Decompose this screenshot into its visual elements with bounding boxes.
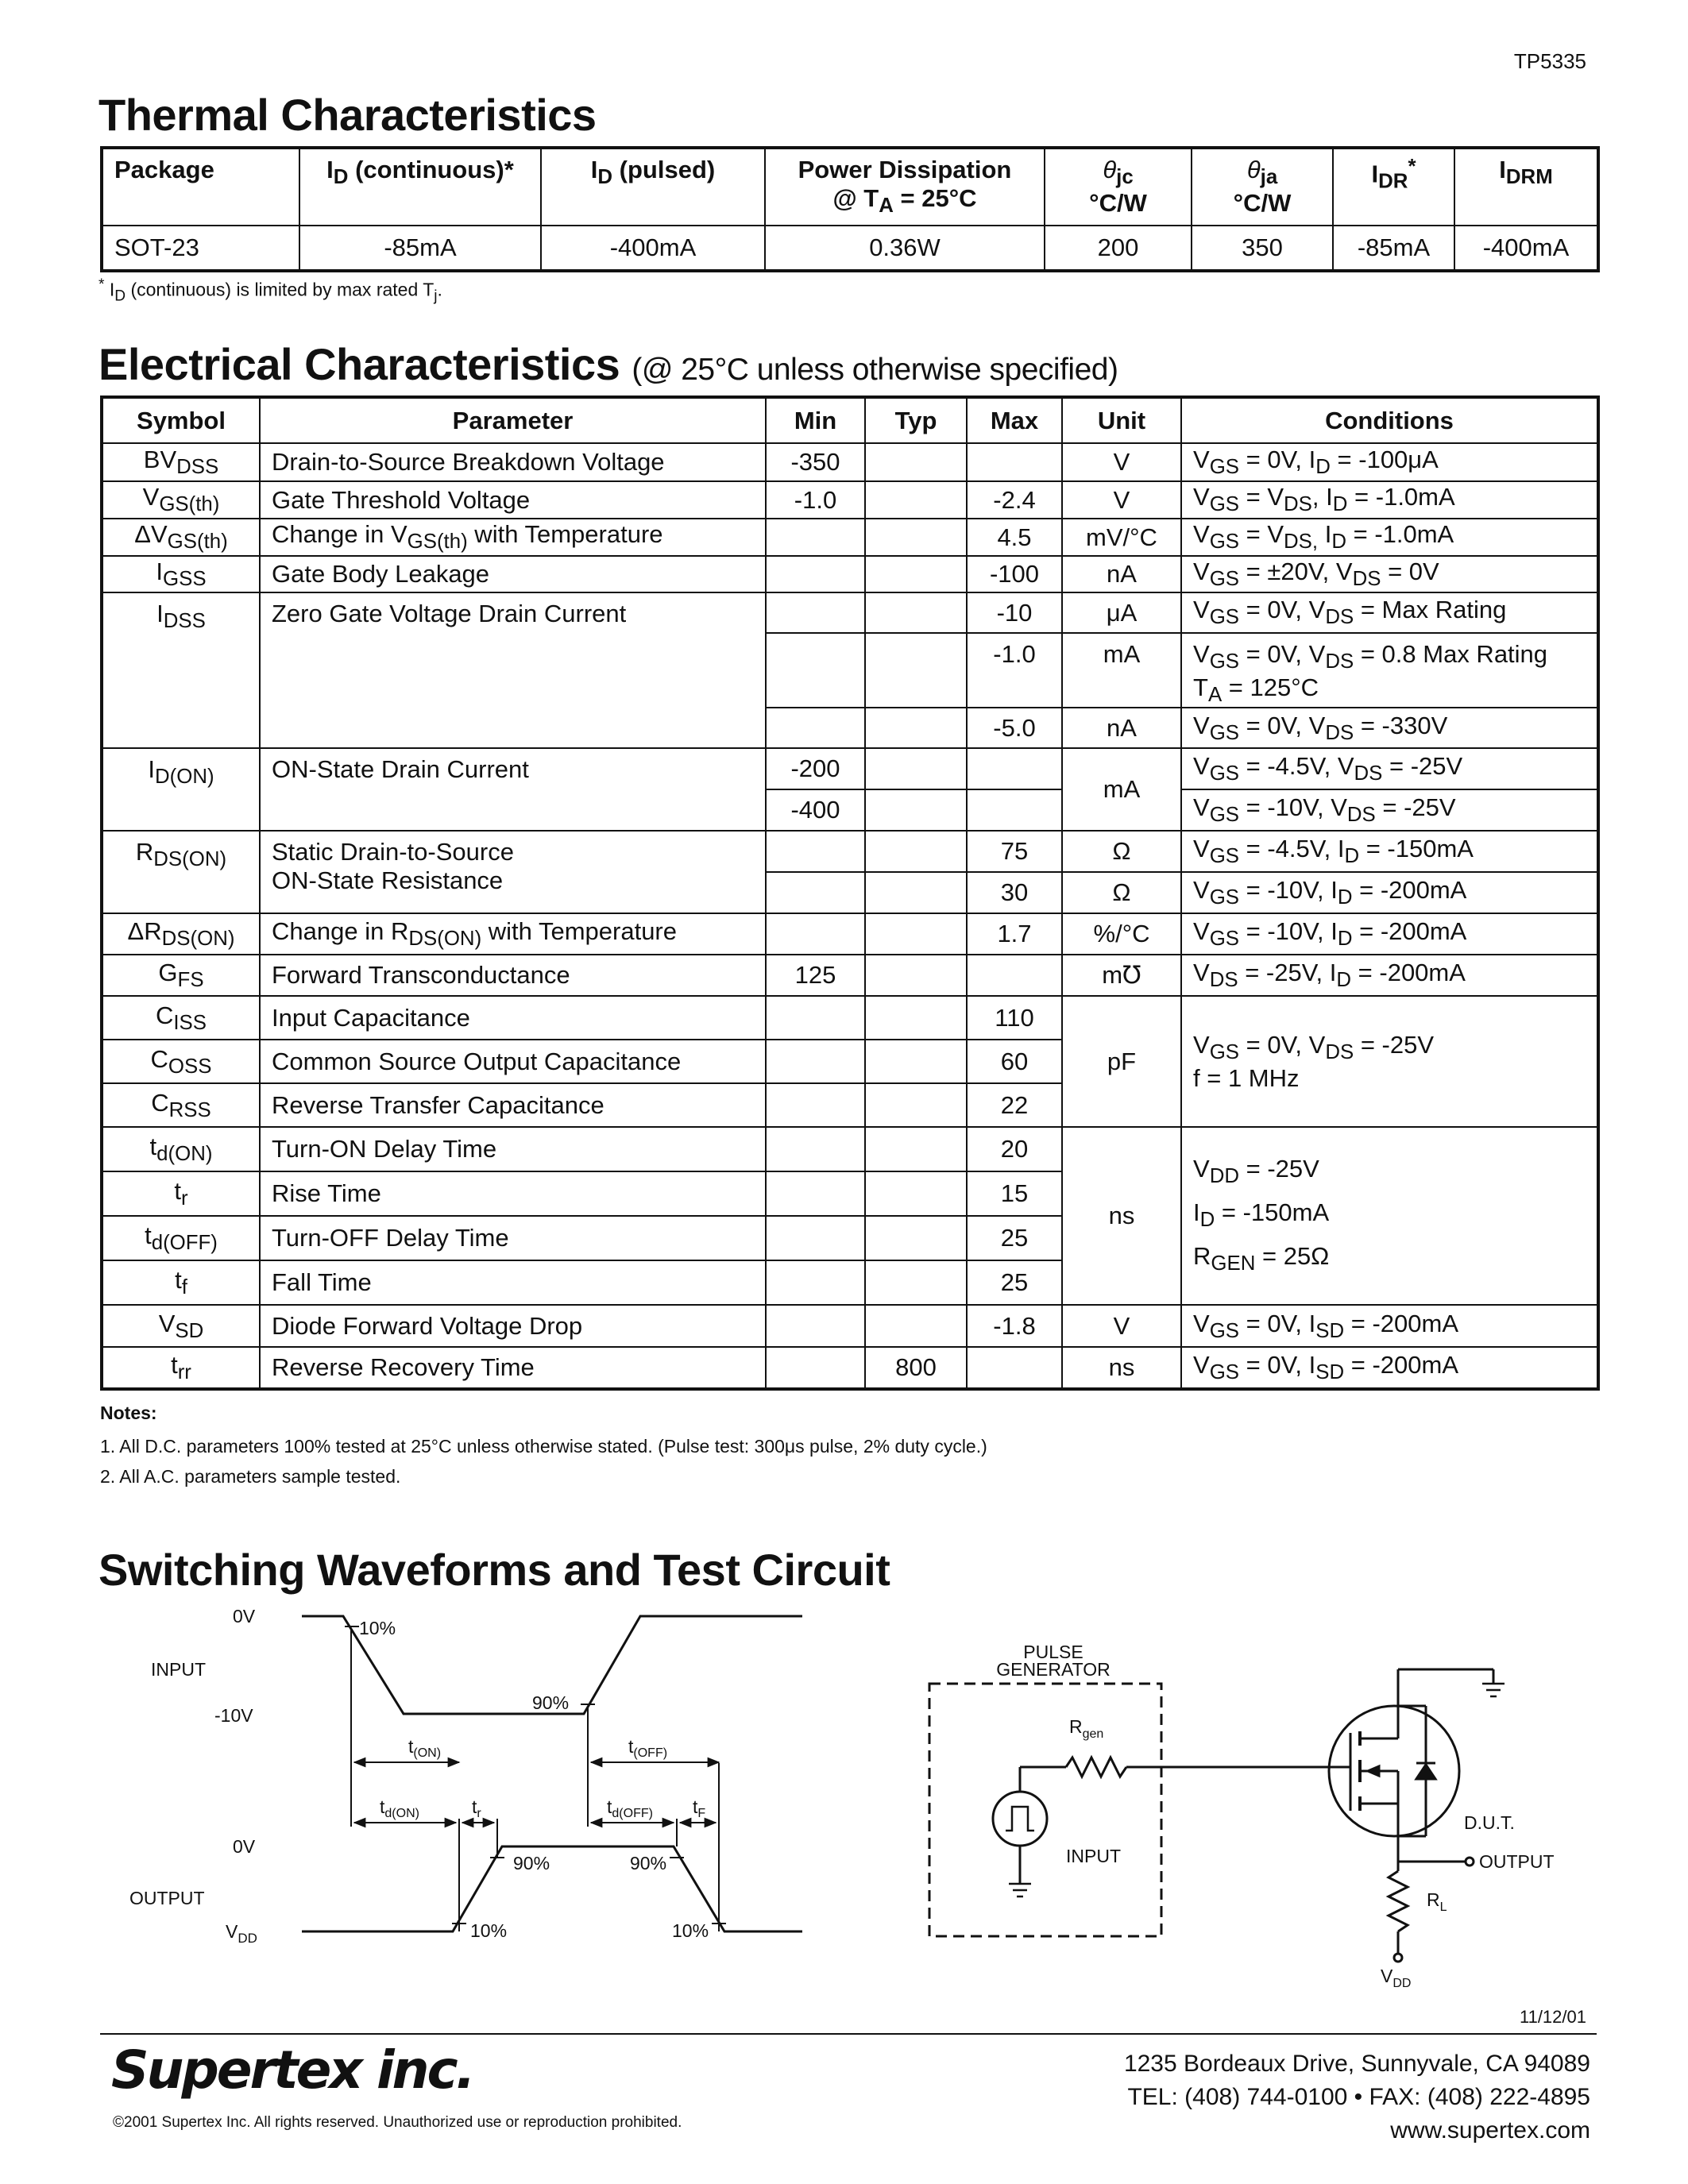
- electrical-table: [100, 396, 1600, 1391]
- unit: Ω: [1062, 831, 1181, 872]
- rgen-resistor: [1066, 1758, 1126, 1777]
- parameter: Reverse Transfer Capacitance: [260, 1083, 766, 1127]
- ground-symbol-gen: [1009, 1884, 1031, 1897]
- conditions: $V_{GS} = -10V$, $V_{DS} = -25V$: [1181, 789, 1598, 831]
- parameter: Static Drain-to-Source ON-State Resistance: [260, 831, 766, 913]
- thermal-col-theta-jc: $\theta_{jc}$ °C/W: [1045, 148, 1192, 226]
- footer-address: 1235 Bordeaux Drive, Sunnyvale, CA 94089: [1123, 2051, 1590, 2077]
- footer-website[interactable]: www.supertex.com: [1390, 2117, 1590, 2143]
- min: -1.0: [766, 481, 865, 519]
- parameter: ON-State Drain Current: [260, 748, 766, 831]
- note-2: 2. All A.C. parameters sample tested.: [100, 1466, 401, 1487]
- parameter: Zero Gate Voltage Drain Current: [260, 592, 766, 748]
- thermal-col-theta-ja: $\theta_{ja}$ °C/W: [1192, 148, 1333, 226]
- electrical-header-row: [102, 397, 1598, 443]
- col-max: Max: [967, 397, 1062, 443]
- col-unit: Unit: [1062, 397, 1181, 443]
- unit: V: [1062, 1305, 1181, 1347]
- copyright: ©2001 Supertex Inc. All rights reserved. Unauthorized use or reproduction prohibited.: [113, 2114, 682, 2131]
- symbol: $\Delta V_{GS(th)}$: [102, 519, 260, 556]
- symbol: $V_{SD}$: [102, 1305, 260, 1347]
- parameter: Rise Time: [260, 1171, 766, 1216]
- max: 75: [967, 831, 1062, 872]
- unit: pF: [1062, 996, 1181, 1127]
- footer-divider: [100, 2033, 1597, 2035]
- min: 125: [766, 955, 865, 996]
- thermal-footnote: * $I_D$ (continuous) is limited by max rated $T_j$.: [98, 276, 442, 305]
- thermal-cell: 200: [1045, 226, 1192, 271]
- unit: Ω: [1062, 872, 1181, 913]
- symbol: $C_{ISS}$: [102, 996, 260, 1040]
- wf-t-on: $t_{(ON)}$: [408, 1736, 442, 1760]
- parameter: Common Source Output Capacitance: [260, 1040, 766, 1083]
- wf-90pct-out-b: 90%: [630, 1853, 667, 1873]
- thermal-title: Thermal Characteristics: [98, 90, 597, 140]
- table-row: [102, 519, 1598, 556]
- unit: m℧: [1062, 955, 1181, 996]
- unit: V: [1062, 443, 1181, 481]
- conditions: $V_{GS} = 0V$, $V_{DS}$ = Max Rating: [1181, 592, 1598, 633]
- min: -350: [766, 443, 865, 481]
- parameter: Reverse Recovery Time: [260, 1347, 766, 1389]
- symbol: $t_{rr}$: [102, 1347, 260, 1389]
- conditions: $V_{GS} = 0V$, $V_{DS} = 0.8$ Max Rating $T_A = 125^\circ C$: [1181, 633, 1598, 708]
- pulse-source: [993, 1792, 1047, 1846]
- symbol: $t_r$: [102, 1171, 260, 1216]
- parameter: Turn-ON Delay Time: [260, 1127, 766, 1171]
- col-symbol: Symbol: [102, 397, 260, 443]
- note-1: 1. All D.C. parameters 100% tested at 25°C unless otherwise stated. (Pulse test: 300μs pulse, 2% duty cycle.): [100, 1436, 987, 1457]
- table-row: [102, 1347, 1598, 1389]
- thermal-cell: -400mA: [1454, 226, 1598, 271]
- conditions: $V_{GS} = V_{DS}$, $I_D = -1.0mA$: [1181, 481, 1598, 519]
- typ: 800: [865, 1347, 967, 1389]
- symbol: $\Delta R_{DS(ON)}$: [102, 913, 260, 955]
- wf-t-off: $t_{(OFF)}$: [628, 1736, 668, 1760]
- col-conditions: Conditions: [1181, 397, 1598, 443]
- symbol: $R_{DS(ON)}$: [102, 831, 260, 913]
- thermal-col-power: Power Dissipation @ $T_A = 25^\circ C$: [765, 148, 1045, 226]
- col-min: Min: [766, 397, 865, 443]
- symbol: $C_{OSS}$: [102, 1040, 260, 1083]
- parameter: Change in $V_{GS(th)}$ with Temperature: [260, 519, 766, 556]
- thermal-table: [100, 146, 1600, 272]
- thermal-data-row: [102, 226, 1598, 271]
- thermal-cell: -400mA: [541, 226, 765, 271]
- thermal-cell: 0.36W: [765, 226, 1045, 271]
- thermal-col-id-pulsed: $I_D$ (pulsed): [541, 148, 765, 226]
- max: 25: [967, 1260, 1062, 1305]
- output-label: OUTPUT: [1479, 1851, 1555, 1872]
- conditions: $V_{DS} = -25V$, $I_D = -200mA$: [1181, 955, 1598, 996]
- rl-resistor: [1389, 1871, 1408, 1931]
- table-row: [102, 1127, 1598, 1171]
- parameter: Diode Forward Voltage Drop: [260, 1305, 766, 1347]
- max: 60: [967, 1040, 1062, 1083]
- min: -200: [766, 748, 865, 789]
- table-row: [102, 592, 1598, 633]
- unit: μA: [1062, 592, 1181, 633]
- conditions: $V_{DD} = -25V$ $I_D = -150mA$ $R_{GEN} = 25\Omega$: [1181, 1127, 1598, 1305]
- parameter: Drain-to-Source Breakdown Voltage: [260, 443, 766, 481]
- output-node: [1466, 1858, 1474, 1866]
- table-row: [102, 955, 1598, 996]
- wf-m10v: -10V: [214, 1705, 253, 1726]
- ground-symbol-top: [1482, 1684, 1505, 1696]
- unit: V: [1062, 481, 1181, 519]
- wf-0v-output: 0V: [233, 1836, 256, 1857]
- conditions: $V_{GS} = 0V$, $I_D = -100\mu A$: [1181, 443, 1598, 481]
- max: -5.0: [967, 708, 1062, 748]
- wf-10pct-out-b: 10%: [672, 1920, 709, 1941]
- thermal-header-row: [102, 148, 1598, 226]
- switching-title: Switching Waveforms and Test Circuit: [98, 1545, 890, 1595]
- max: 1.7: [967, 913, 1062, 955]
- max: 22: [967, 1083, 1062, 1127]
- parameter: Change in $R_{DS(ON)}$ with Temperature: [260, 913, 766, 955]
- col-typ: Typ: [865, 397, 967, 443]
- max: 30: [967, 872, 1062, 913]
- table-row: [102, 913, 1598, 955]
- thermal-col-idr: $I_{DR}^*$: [1333, 148, 1454, 226]
- max: -100: [967, 556, 1062, 592]
- conditions: $V_{GS} = 0V$, $I_{SD} = -200mA$: [1181, 1347, 1598, 1389]
- symbol: $V_{GS(th)}$: [102, 481, 260, 519]
- footer-date: 11/12/01: [1519, 2007, 1586, 2027]
- wf-tf: $t_F$: [693, 1796, 706, 1820]
- level-ticks: [345, 1626, 726, 1924]
- unit: nA: [1062, 708, 1181, 748]
- col-parameter: Parameter: [260, 397, 766, 443]
- vdd-circuit-label: $V_{DD}$: [1381, 1966, 1412, 1990]
- max: 15: [967, 1171, 1062, 1216]
- rgen-label: $R_{gen}$: [1069, 1716, 1104, 1741]
- pulse-glyph: [1006, 1807, 1034, 1831]
- pulse-label-2: GENERATOR: [996, 1659, 1111, 1680]
- body-diode: [1416, 1765, 1435, 1779]
- conditions: $V_{GS} = V_{DS,}$ $I_D = -1.0mA$: [1181, 519, 1598, 556]
- parameter: Fall Time: [260, 1260, 766, 1305]
- thermal-col-id-cont: $I_D$ (continuous)*: [299, 148, 541, 226]
- conditions: $V_{GS} = 0V$, $V_{DS} = -330V$: [1181, 708, 1598, 748]
- max: -1.8: [967, 1305, 1062, 1347]
- conditions: $V_{GS} = 0V$, $I_{SD} = -200mA$: [1181, 1305, 1598, 1347]
- max: -2.4: [967, 481, 1062, 519]
- conditions: $V_{GS} = 0V$, $V_{DS} = -25V$ f = 1 MHz: [1181, 996, 1598, 1127]
- conditions: $V_{GS} = -4.5V$, $V_{DS} = -25V$: [1181, 748, 1598, 789]
- unit: nA: [1062, 556, 1181, 592]
- wf-10pct-out-a: 10%: [470, 1920, 508, 1941]
- electrical-title: Electrical Characteristics (@ 25°C unless otherwise specified): [98, 339, 1118, 389]
- waveform-diagram: [302, 1616, 802, 1931]
- thermal-cell: SOT-23: [102, 226, 299, 271]
- thermal-cell: -85mA: [1333, 226, 1454, 271]
- parameter: Turn-OFF Delay Time: [260, 1216, 766, 1260]
- conditions: $V_{GS} = -10V$, $I_D = -200mA$: [1181, 872, 1598, 913]
- thermal-cell: 350: [1192, 226, 1333, 271]
- wf-input-label: INPUT: [151, 1659, 206, 1680]
- max: 20: [967, 1127, 1062, 1171]
- wf-tr: $t_r$: [472, 1796, 481, 1820]
- parameter: Gate Body Leakage: [260, 556, 766, 592]
- parameter: Input Capacitance: [260, 996, 766, 1040]
- symbol: $I_{D(ON)}$: [102, 748, 260, 831]
- table-row: [102, 556, 1598, 592]
- thermal-cell: -85mA: [299, 226, 541, 271]
- symbol: $t_{d(OFF)}$: [102, 1216, 260, 1260]
- conditions: $V_{GS} = \pm 20V$, $V_{DS} = 0V$: [1181, 556, 1598, 592]
- unit: mA: [1062, 748, 1181, 831]
- symbol: $BV_{DSS}$: [102, 443, 260, 481]
- switching-figure: [0, 1588, 1688, 1993]
- table-row: [102, 996, 1598, 1040]
- vdd-node: [1394, 1954, 1402, 1962]
- conditions: $V_{GS} = -10V$, $I_D = -200mA$: [1181, 913, 1598, 955]
- table-row: [102, 1305, 1598, 1347]
- table-row: [102, 443, 1598, 481]
- wf-td-on: $t_{d(ON)}$: [380, 1796, 419, 1820]
- pulse-label-1: PULSE: [1023, 1642, 1083, 1662]
- wf-0v-input: 0V: [233, 1606, 256, 1626]
- max: -1.0: [967, 633, 1062, 708]
- max: 110: [967, 996, 1062, 1040]
- symbol: $t_f$: [102, 1260, 260, 1305]
- part-number: TP5335: [1513, 49, 1586, 73]
- thermal-col-package: Package: [102, 148, 299, 226]
- supertex-logo: Supertex inc.: [111, 2039, 473, 2101]
- wf-vdd: $V_{DD}$: [226, 1921, 257, 1946]
- thermal-col-idrm: $I_{DRM}$: [1454, 148, 1598, 226]
- max: 25: [967, 1216, 1062, 1260]
- test-circuit: [929, 1669, 1505, 1962]
- wf-output-label: OUTPUT: [129, 1888, 205, 1908]
- timing-guides: [351, 1628, 719, 1931]
- table-row: [102, 831, 1598, 872]
- symbol: $t_{d(ON)}$: [102, 1127, 260, 1171]
- max: -10: [967, 592, 1062, 633]
- symbol: $C_{RSS}$: [102, 1083, 260, 1127]
- output-waveform: [302, 1846, 802, 1931]
- electrical-subtitle: (@ 25°C unless otherwise specified): [632, 353, 1118, 387]
- rl-label: $R_L$: [1427, 1889, 1447, 1914]
- gen-input-label: INPUT: [1066, 1846, 1121, 1866]
- min: -400: [766, 789, 865, 831]
- table-row: [102, 748, 1598, 789]
- symbol: $G_{FS}$: [102, 955, 260, 996]
- conditions: $V_{GS} = -4.5V$, $I_D = -150mA$: [1181, 831, 1598, 872]
- unit: mA: [1062, 633, 1181, 708]
- wf-10pct-in: 10%: [359, 1618, 396, 1638]
- parameter: Forward Transconductance: [260, 955, 766, 996]
- unit: %/°C: [1062, 913, 1181, 955]
- notes-title: Notes:: [100, 1403, 157, 1423]
- dut-label: D.U.T.: [1464, 1812, 1515, 1833]
- unit: mV/°C: [1062, 519, 1181, 556]
- footer-phone: TEL: (408) 744-0100 • FAX: (408) 222-4895: [1127, 2084, 1590, 2110]
- max: 4.5: [967, 519, 1062, 556]
- symbol: $I_{GSS}$: [102, 556, 260, 592]
- wf-td-off: $t_{d(OFF)}$: [607, 1796, 653, 1820]
- unit: ns: [1062, 1127, 1181, 1305]
- symbol: $I_{DSS}$: [102, 592, 260, 748]
- wf-90pct-in: 90%: [532, 1692, 570, 1713]
- table-row: [102, 481, 1598, 519]
- parameter: Gate Threshold Voltage: [260, 481, 766, 519]
- unit: ns: [1062, 1347, 1181, 1389]
- wf-90pct-out-a: 90%: [513, 1853, 550, 1873]
